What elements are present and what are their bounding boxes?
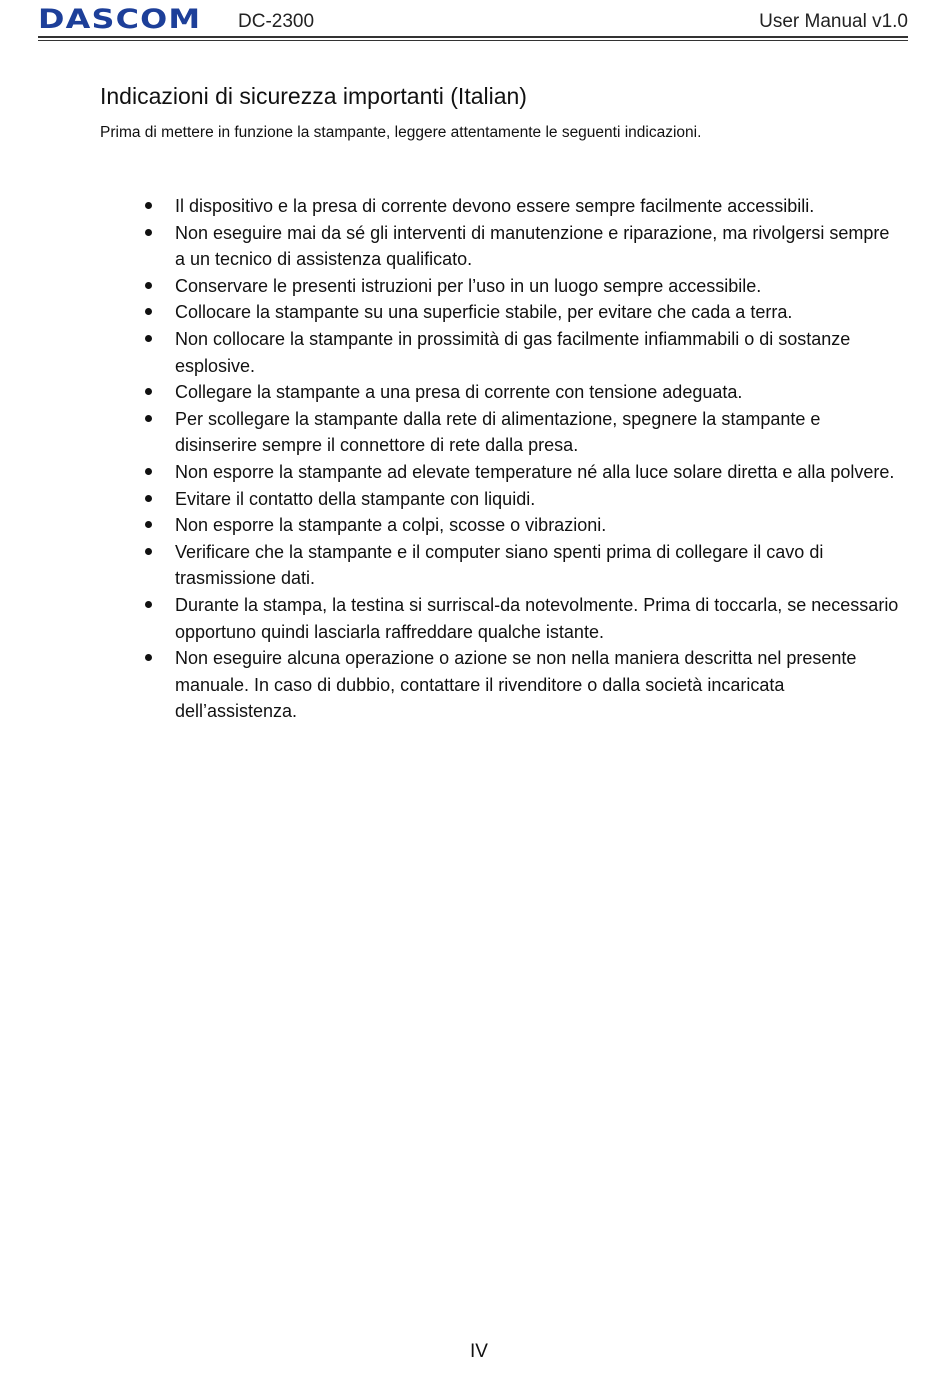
list-item-text: Non esporre la stampante ad elevate temperature né alla luce solare diretta e alla polvere. bbox=[175, 461, 895, 482]
bullet-icon bbox=[145, 468, 152, 475]
model-name: DC-2300 bbox=[238, 11, 315, 32]
bullet-icon bbox=[145, 282, 152, 289]
list-item-text: Collegare la stampante a una presa di corrente con tensione adeguata. bbox=[175, 382, 743, 403]
bullet-icon bbox=[145, 229, 152, 236]
bullet-icon bbox=[145, 521, 152, 528]
list-item-text: Per scollegare la stampante dalla rete di alimentazione, spegnere la stampante e disinserire sempre il connettore di rete dalla presa. bbox=[175, 408, 821, 456]
list-item bbox=[175, 193, 903, 220]
page-number bbox=[38, 1341, 948, 1363]
list-item-text: Verificare che la stampante e il computer siano spenti prima di collegare il cavo di trasmissione dati. bbox=[175, 541, 824, 589]
bullet-icon bbox=[145, 548, 152, 555]
list-item-text: Non eseguire mai da sé gli interventi di manutenzione e riparazione, ma rivolgersi sempre a un tecnico di assistenza qualificato. bbox=[175, 222, 890, 270]
bullet-icon bbox=[145, 202, 152, 209]
list-item bbox=[175, 273, 903, 300]
list-item bbox=[175, 539, 903, 592]
page-number-text: IV bbox=[470, 1341, 488, 1362]
list-item-text: Non eseguire alcuna operazione o azione se non nella maniera descritta nel presente manuale. In caso di dubbio, contattare il rivenditore o dalla società incaricata dell’assistenza. bbox=[175, 648, 857, 722]
list-item bbox=[175, 645, 903, 725]
list-item-text: Conservare le presenti istruzioni per l’uso in un luogo sempre accessibile. bbox=[175, 275, 762, 296]
list-item bbox=[175, 299, 903, 326]
list-item-text: Il dispositivo e la presa di corrente devono essere sempre facilmente accessibili. bbox=[175, 196, 815, 216]
list-item-text: Durante la stampa, la testina si surriscal-da notevolmente. Prima di toccarla, se necessario opportuno quindi lasciarla raffreddare qualche istante. bbox=[175, 594, 899, 642]
list-item-text: Non collocare la stampante in prossimità di gas facilmente infiammabili o di sostanze esplosive. bbox=[175, 328, 851, 376]
manual-version: User Manual v1.0 bbox=[759, 11, 908, 32]
header-rule-thin bbox=[38, 40, 908, 41]
list-item-text: Evitare il contatto della stampante con liquidi. bbox=[175, 488, 536, 509]
bullet-icon bbox=[145, 654, 152, 661]
bullet-icon bbox=[145, 601, 152, 608]
intro-text: Prima di mettere in funzione la stampante, leggere attentamente le seguenti indicazioni. bbox=[100, 124, 702, 141]
list-item bbox=[175, 512, 903, 539]
list-item-text: Non esporre la stampante a colpi, scosse o vibrazioni. bbox=[175, 515, 607, 536]
list-item bbox=[175, 592, 903, 645]
dascom-logo: DASCOM bbox=[38, 4, 202, 35]
list-item-text: Collocare la stampante su una superficie stabile, per evitare che cada a terra. bbox=[175, 302, 793, 323]
bullet-icon bbox=[145, 335, 152, 342]
list-item bbox=[175, 379, 903, 406]
safety-list bbox=[175, 193, 903, 725]
list-item bbox=[175, 459, 903, 486]
bullet-icon bbox=[145, 308, 152, 315]
list-item bbox=[175, 220, 903, 273]
header-rule-thick bbox=[38, 36, 908, 38]
bullet-icon bbox=[145, 388, 152, 395]
list-item bbox=[175, 406, 903, 459]
list-item bbox=[175, 486, 903, 513]
list-item bbox=[175, 326, 903, 379]
bullet-icon bbox=[145, 415, 152, 422]
bullet-icon bbox=[145, 495, 152, 502]
section-title: Indicazioni di sicurezza importanti (Italian) bbox=[100, 83, 527, 109]
